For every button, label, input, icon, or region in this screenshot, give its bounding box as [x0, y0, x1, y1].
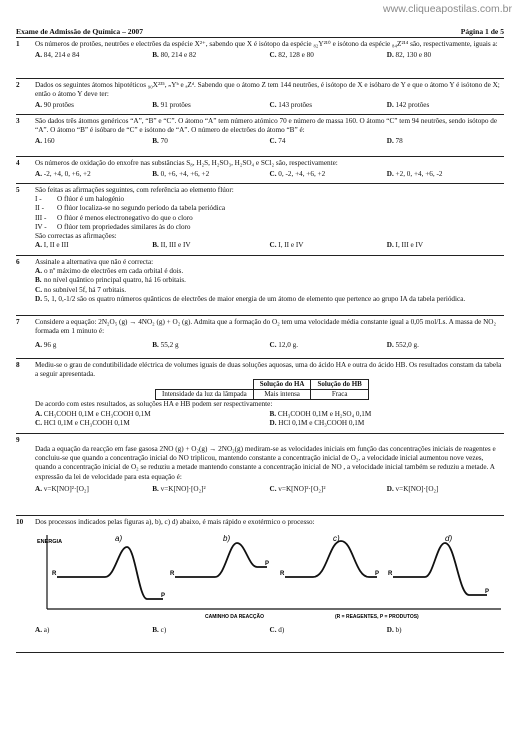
- curve-a: [57, 547, 166, 600]
- product-label: P: [375, 571, 380, 578]
- answer-options: [35, 170, 504, 179]
- option-text: 82, 130 e 80: [395, 51, 432, 60]
- curve-c: [285, 541, 380, 578]
- question-text: São dados três átomos genéricos “A”, “B” e “C”. O átomo “A” tem número atómico 70 e número de massa 160. O átomo “C” tem 94 neutrões, sendo isótopo de “A”. O átomo “B” é isóbaro de “C” e isótono de “A”. O número de electrões do átomo “B” é:: [35, 117, 498, 135]
- question-number: 3: [16, 117, 20, 125]
- question-prompt: São correctas as afirmações:: [35, 232, 117, 241]
- option-a[interactable]: [35, 267, 504, 276]
- option-c[interactable]: [270, 626, 387, 635]
- option-letter: C.: [269, 626, 277, 635]
- question-number: 1: [16, 40, 20, 48]
- option-b[interactable]: [152, 626, 269, 635]
- question-separator: [16, 114, 504, 115]
- statement: [35, 223, 504, 232]
- question-number: 8: [16, 361, 20, 369]
- question-text: Considere a equação: 2N₂O₅ (g) → 4NO₂ (g) + O₂ (g). Admita que a formação do O₂ tem uma velocidade média constante igual a 0,05 mol/Ls. A massa de NO₂ formada em 1 minuto é:: [35, 318, 496, 336]
- answer-options: [35, 137, 504, 146]
- question-text: Mediu-se o grau de condutibilidade eléctrica de volumes iguais de duas soluções aquosas, uma do ácido HA e outra do ácido HB. Os resultados constam da tabela a seguir apresentada.: [35, 361, 502, 379]
- table-corner-cell: [156, 380, 254, 390]
- option-letter: A.: [35, 101, 42, 110]
- table-header-cell: Solução do HB: [311, 380, 368, 390]
- option-b[interactable]: [152, 485, 269, 494]
- option-letter: D.: [386, 484, 394, 493]
- question-text: Assinale a alternativa que não é correcta:: [35, 258, 154, 266]
- reactant-label: R: [52, 571, 57, 578]
- option-c[interactable]: [270, 485, 387, 494]
- option-text: 5, 1, 0,-1/2 são os quatro números quânticos de electrões de maior energia de um átomo de elemento que pertence ao grupo IA da tabela periódica.: [44, 294, 466, 303]
- option-b[interactable]: [152, 51, 269, 60]
- option-letter: C.: [35, 418, 42, 427]
- option-letter: B.: [152, 626, 159, 635]
- option-letter: B.: [35, 276, 42, 285]
- question-text: São feitas as afirmações seguintes, com referência ao elemento flúor:: [35, 186, 234, 194]
- option-c[interactable]: [270, 170, 387, 179]
- option-a[interactable]: [35, 341, 152, 350]
- option-letter: D.: [386, 101, 394, 110]
- question-number: 7: [16, 318, 20, 326]
- option-letter: D.: [386, 170, 394, 179]
- answer-options: [35, 485, 504, 494]
- option-d[interactable]: [387, 241, 504, 250]
- option-letter: A.: [35, 484, 42, 493]
- panel-label-a: a): [115, 534, 123, 544]
- option-letter: C.: [269, 101, 277, 110]
- question-separator: [16, 156, 504, 157]
- question-7: [16, 318, 504, 351]
- statement-text: O flúor é um halogénio: [57, 195, 125, 204]
- exam-title: Exame de Admissão de Química – 2007: [16, 27, 143, 36]
- option-text: v=K[NO]²·[O₂]²: [278, 484, 326, 493]
- option-c[interactable]: [35, 419, 270, 428]
- question-6: [16, 258, 504, 304]
- option-text: I, III e IV: [395, 241, 424, 250]
- option-letter: D.: [386, 241, 394, 250]
- reactant-label: R: [170, 571, 175, 578]
- question-text: Dada a equação da reacção em fase gasosa 2NO (g) + O₂(g) → 2NO₂(g) mediram-se as velocidades iniciais em função das concentrações iniciais de reagentes e concluiu-se que quando a concentração inicial do NO triplicou, mantendo constante a concentração inicial de O₂, a velocidade inicial aumentou nove vezes, quando a concentração inicial de O₂ se reduziu a metade mantendo constante a concentração inicial de NO , a velocidade inicial também se reduziu a metade. A expressão da lei de velocidade para esta equação é:: [35, 445, 496, 481]
- option-text: 80, 214 e 82: [160, 51, 197, 60]
- option-text: b): [395, 626, 402, 635]
- question-prompt: De acordo com estes resultados, as soluções HA e HB podem ser respectivamente:: [35, 400, 273, 409]
- option-a[interactable]: [35, 170, 152, 179]
- question-number: 6: [16, 258, 20, 266]
- question-8: [16, 361, 504, 428]
- option-text: no nível quântico principal quatro, há 16 orbitais.: [44, 276, 186, 285]
- option-text: 74: [278, 137, 286, 146]
- option-letter: D.: [386, 626, 394, 635]
- option-text: II, III e IV: [160, 241, 191, 250]
- option-text: no subnível 5f, há 7 orbitais.: [44, 285, 127, 294]
- product-label: P: [485, 589, 490, 596]
- statement-numeral: IV -: [35, 222, 47, 231]
- option-text: 142 protões: [395, 101, 430, 110]
- option-letter: D.: [386, 51, 394, 60]
- answer-options: [35, 101, 504, 110]
- answer-options: [35, 51, 504, 60]
- question-5: [16, 186, 504, 251]
- option-text: c): [160, 626, 167, 635]
- option-text: 552,0 g.: [395, 341, 419, 350]
- option-letter: C.: [269, 241, 277, 250]
- option-text: 96 g: [43, 341, 57, 350]
- statement-numeral: I -: [35, 195, 42, 204]
- option-text: o nº máximo de electrões em cada orbital é dois.: [44, 267, 184, 276]
- answer-options: [35, 241, 504, 250]
- option-d[interactable]: [35, 295, 504, 304]
- question-separator: [16, 78, 504, 79]
- option-text: a): [43, 626, 50, 635]
- option-letter: D.: [35, 294, 42, 303]
- question-separator: [16, 255, 504, 256]
- option-text: CH₃COOH 0,1M e CH₃COOH 0,1M: [43, 409, 151, 418]
- option-text: 143 protões: [278, 101, 313, 110]
- option-b[interactable]: [152, 241, 269, 250]
- table-row: [156, 390, 369, 400]
- question-separator: [16, 183, 504, 184]
- option-d[interactable]: [387, 626, 504, 635]
- results-table: [155, 379, 369, 400]
- option-b[interactable]: [152, 170, 269, 179]
- option-letter: B.: [152, 51, 159, 60]
- option-text: 70: [160, 137, 168, 146]
- option-letter: B.: [152, 484, 159, 493]
- question-1: [16, 40, 504, 60]
- option-b[interactable]: [270, 410, 505, 419]
- option-d[interactable]: [387, 485, 504, 494]
- question-2: [16, 81, 504, 111]
- option-letter: B.: [152, 170, 159, 179]
- question-number: 9: [16, 436, 20, 444]
- table-cell: Fraca: [311, 390, 368, 400]
- option-letter: A.: [35, 137, 42, 146]
- header-rule: [16, 37, 504, 38]
- question-text: Dos processos indicados pelas figuras a), b), c) d) abaixo, é mais rápido e exotérmico o processo:: [35, 518, 315, 526]
- option-text: 78: [395, 137, 403, 146]
- question-10: [16, 518, 504, 636]
- option-letter: D.: [386, 341, 394, 350]
- option-text: 91 protões: [160, 101, 191, 110]
- question-number: 2: [16, 81, 20, 89]
- product-label: P: [265, 561, 270, 568]
- table-header-row: [156, 380, 369, 390]
- table-header-cell: Solução do HA: [253, 380, 311, 390]
- question-separator: [16, 315, 504, 316]
- option-text: v=K[NO]·[O₂]²: [160, 484, 206, 493]
- option-c[interactable]: [35, 286, 504, 295]
- option-text: I, II e IV: [278, 241, 304, 250]
- option-a[interactable]: [35, 51, 152, 60]
- question-separator: [16, 358, 504, 359]
- panel-label-b: b): [223, 534, 231, 544]
- option-text: 55,2 g: [160, 341, 179, 350]
- option-letter: C.: [269, 484, 277, 493]
- table-cell: Intensidade da luz da lâmpada: [156, 390, 254, 400]
- option-d[interactable]: [387, 51, 504, 60]
- option-letter: A.: [35, 341, 42, 350]
- option-a[interactable]: [35, 485, 152, 494]
- option-text: 84, 214 e 84: [43, 51, 80, 60]
- option-letter: C.: [269, 137, 277, 146]
- answer-options: [35, 341, 504, 350]
- option-c[interactable]: [270, 51, 387, 60]
- reactant-label: R: [280, 571, 285, 578]
- option-letter: B.: [269, 409, 277, 418]
- statement-text: O flúor localiza-se no segundo período da tabela periódica: [57, 204, 226, 213]
- statement-text: O flúor é menos electronegativo do que o cloro: [57, 213, 193, 222]
- question-9: [16, 436, 504, 494]
- option-b[interactable]: [152, 137, 269, 146]
- option-letter: A.: [35, 626, 42, 635]
- y-axis-label: ENERGIA: [37, 539, 63, 546]
- question-text: Dados os seguintes átomos hipotéticos ₉₀X²³⁵, ₙYᵇ e ₐZᵈ. Sabendo que o átomo Z tem 144 neutrões, é isótopo de X e isóbaro de Y e que o átomo Y é isótono de X; então o átomo Y deve ter:: [35, 81, 500, 99]
- option-letter: C.: [269, 170, 277, 179]
- option-b[interactable]: [152, 341, 269, 350]
- page-bottom-rule: [16, 652, 504, 653]
- question-number: 5: [16, 186, 20, 194]
- option-text: 82, 128 e 80: [278, 51, 314, 60]
- answer-options: [35, 626, 504, 635]
- option-letter: D.: [269, 418, 277, 427]
- statement-text: O flúor tem propriedades similares às do cloro: [57, 222, 191, 231]
- question-4: [16, 159, 504, 179]
- option-a[interactable]: [35, 410, 270, 419]
- panel-label-d: d): [445, 534, 453, 544]
- option-letter: D.: [386, 137, 394, 146]
- panel-label-c: c): [333, 534, 340, 544]
- table-cell: Mais intensa: [253, 390, 311, 400]
- question-text: Os números de oxidação do enxofre nas substâncias S₈, H₂S, H₂SO₃, H₂SO₄ e SCl₂ são, respectivamente:: [35, 159, 338, 167]
- option-d[interactable]: [387, 137, 504, 146]
- option-c[interactable]: [270, 341, 387, 350]
- option-c[interactable]: [270, 241, 387, 250]
- option-d[interactable]: [387, 101, 504, 110]
- option-d[interactable]: [387, 341, 504, 350]
- option-letter: A.: [35, 51, 42, 60]
- option-text: v=K[NO]·[O₂]: [395, 484, 439, 493]
- question-number: 4: [16, 159, 20, 167]
- curve-d: [393, 543, 490, 596]
- option-b[interactable]: [152, 101, 269, 110]
- site-watermark: www.cliqueapostilas.com.br: [383, 3, 512, 15]
- option-text: 0, -2, +4, +6, +2: [278, 170, 326, 179]
- option-text: 90 protões: [43, 101, 74, 110]
- option-letter: B.: [152, 101, 159, 110]
- option-letter: A.: [35, 409, 42, 418]
- option-text: v=K[NO]²·[O₂]: [43, 484, 89, 493]
- page-number: Página 1 de 5: [460, 27, 504, 36]
- option-a[interactable]: [35, 101, 152, 110]
- option-b[interactable]: [35, 276, 504, 285]
- x-axis-label: CAMINHO DA REACÇÃO: [205, 614, 264, 621]
- option-letter: A.: [35, 241, 42, 250]
- figure-legend: (R = REAGENTES, P = PRODUTOS): [335, 614, 419, 621]
- option-letter: C.: [35, 285, 42, 294]
- curve-b: [175, 543, 270, 577]
- answer-options: [35, 410, 504, 428]
- question-separator: [16, 433, 504, 434]
- option-c[interactable]: [270, 137, 387, 146]
- option-text: CH₃COOH 0,1M e H₂SO₄ 0,1M: [277, 409, 372, 418]
- option-text: 0, +6, +4, +6, +2: [160, 170, 210, 179]
- option-text: d): [278, 626, 285, 635]
- statement: [35, 195, 504, 204]
- option-letter: B.: [152, 241, 159, 250]
- option-letter: C.: [269, 51, 277, 60]
- option-letter: A.: [35, 170, 42, 179]
- statement-numeral: III -: [35, 213, 47, 222]
- option-text: HCl 0,1M e CH₃COOH 0,1M: [43, 418, 130, 427]
- statement: [35, 204, 504, 213]
- page-header: [16, 27, 504, 37]
- product-label: P: [161, 593, 166, 600]
- option-letter: B.: [152, 341, 159, 350]
- option-a[interactable]: [35, 626, 152, 635]
- option-text: -2, +4, 0, +6, +2: [43, 170, 91, 179]
- option-d[interactable]: [270, 419, 505, 428]
- option-letter: A.: [35, 267, 42, 276]
- option-c[interactable]: [270, 101, 387, 110]
- question-text: Os números de protões, neutrões e electrões da espécie X²⁺, sabendo que X é isótopo da espécie ₈₂Y²¹⁰ e isótono da espécie ₈₄Z²¹⁴ são, respectivamente, iguais a:: [35, 40, 498, 48]
- option-letter: C.: [269, 341, 277, 350]
- option-letter: B.: [152, 137, 159, 146]
- question-separator: [16, 515, 504, 516]
- option-text: HCl 0,1M e CH₃COOH 0,1M: [278, 418, 365, 427]
- option-text: I, II e III: [43, 241, 69, 250]
- option-text: 160: [43, 137, 55, 146]
- reactant-label: R: [388, 571, 393, 578]
- question-number: 10: [16, 518, 24, 526]
- option-a[interactable]: [35, 137, 152, 146]
- option-text: 12,0 g.: [278, 341, 299, 350]
- statement-numeral: II -: [35, 204, 44, 213]
- option-a[interactable]: [35, 241, 152, 250]
- statement: [35, 214, 504, 223]
- option-d[interactable]: [387, 170, 504, 179]
- question-3: [16, 117, 504, 147]
- energy-profile-figure: [35, 529, 505, 621]
- option-text: +2, 0, +4, +6, -2: [395, 170, 443, 179]
